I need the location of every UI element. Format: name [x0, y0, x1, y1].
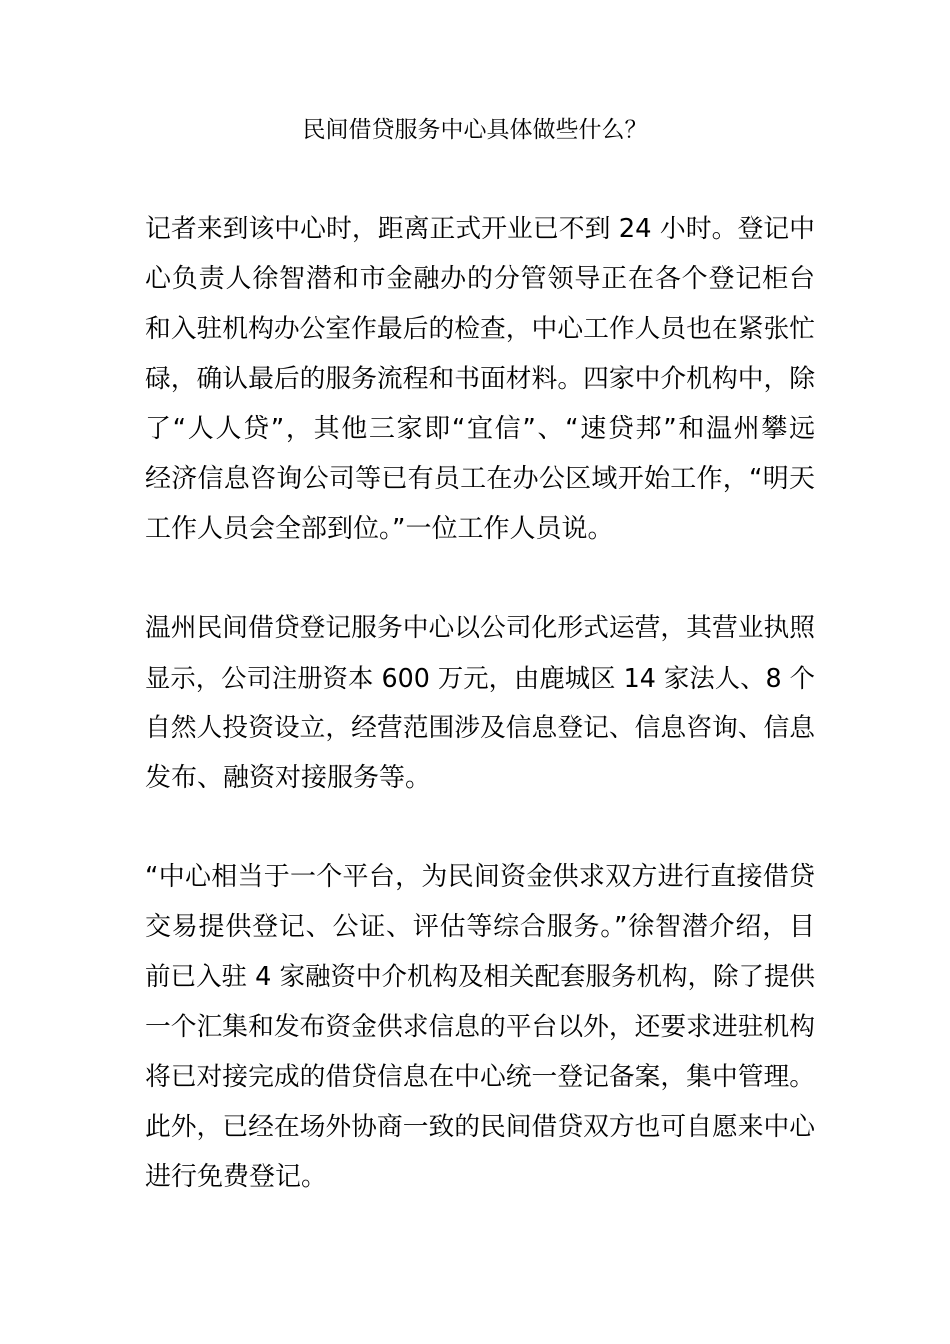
document-title: 民间借贷服务中心具体做些什么？	[302, 117, 648, 143]
paragraph-line: 了“人人贷”，其他三家即“宜信”、“速贷邦”和温州攀远	[145, 414, 815, 444]
paragraph-line: 进行免费登记。	[145, 1162, 328, 1192]
paragraph-line: 温州民间借贷登记服务中心以公司化形式运营，其营业执照	[145, 613, 815, 643]
paragraph-line: 和入驻机构办公室作最后的检查，中心工作人员也在紧张忙	[145, 314, 815, 344]
paragraph-line: 发布、融资对接服务等。	[145, 763, 432, 793]
paragraph-line: 此外，已经在场外协商一致的民间借贷双方也可自愿来中心	[145, 1112, 815, 1142]
paragraph-3	[145, 852, 815, 1202]
paragraph-line: 显示，公司注册资本 600 万元，由鹿城区 14 家法人、8 个	[145, 663, 815, 693]
paragraph-line: 一个汇集和发布资金供求信息的平台以外，还要求进驻机构	[145, 1012, 815, 1042]
paragraph-line: 经济信息咨询公司等已有员工在办公区域开始工作，“明天	[145, 464, 815, 494]
paragraph-line: 记者来到该中心时，距离正式开业已不到 24 小时。登记中	[145, 214, 815, 244]
paragraph-line: 自然人投资设立，经营范围涉及信息登记、信息咨询、信息	[145, 713, 815, 743]
paragraph-line: 将已对接完成的借贷信息在中心统一登记备案，集中管理。	[145, 1062, 815, 1092]
paragraph-line: 前已入驻 4 家融资中介机构及相关配套服务机构，除了提供	[145, 962, 815, 992]
paragraph-line: 心负责人徐智潜和市金融办的分管领导正在各个登记柜台	[145, 264, 815, 294]
paragraph-line: 碌，确认最后的服务流程和书面材料。四家中介机构中，除	[145, 364, 815, 394]
paragraph-1	[145, 204, 815, 554]
paragraph-line: “中心相当于一个平台，为民间资金供求双方进行直接借贷	[145, 862, 815, 892]
paragraph-2	[145, 603, 815, 803]
paragraph-line: 交易提供登记、公证、评估等综合服务。”徐智潜介绍，目	[145, 912, 815, 942]
paragraph-line: 工作人员会全部到位。”一位工作人员说。	[145, 514, 614, 544]
